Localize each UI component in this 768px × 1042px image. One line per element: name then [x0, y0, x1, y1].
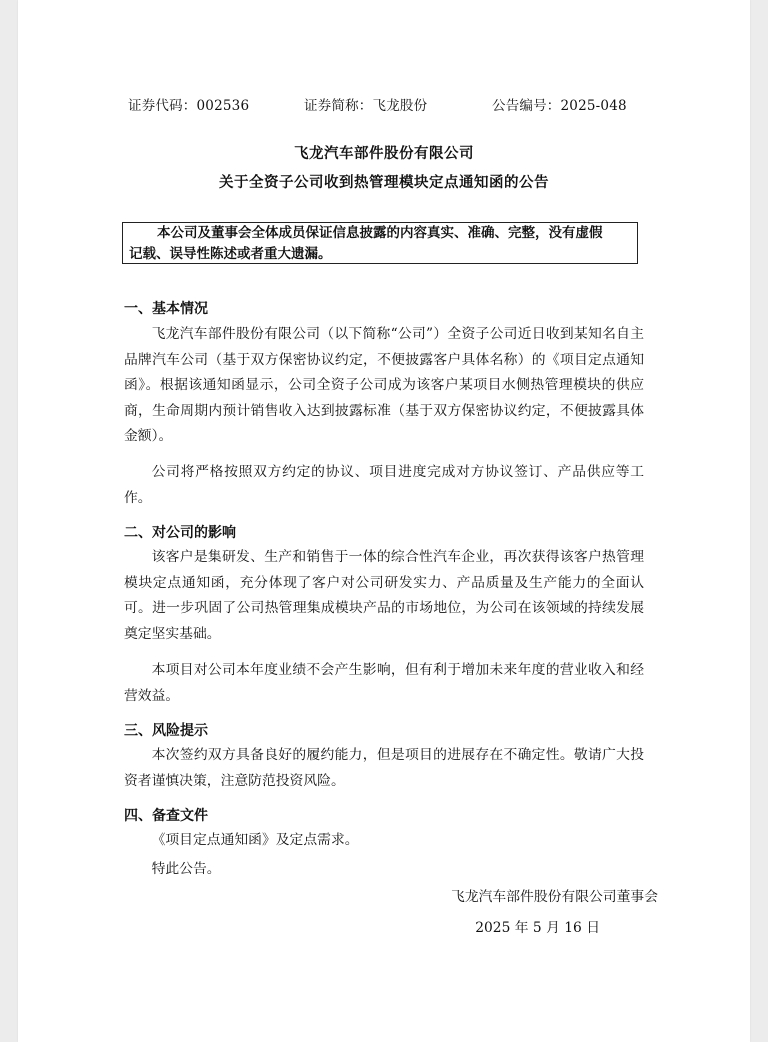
- section-title-impact: 二、对公司的影响: [124, 525, 236, 541]
- security-code: 证券代码：002536: [128, 98, 250, 114]
- disclosure-statement-box: [122, 222, 638, 264]
- announcement-date: 2025 年 5 月 16 日: [475, 920, 600, 936]
- section-title-basic-info: 一、基本情况: [124, 301, 208, 317]
- announcement-title: 关于全资子公司收到热管理模块定点通知函的公告: [219, 174, 549, 191]
- section-2-paragraph-1: 该客户是集研发、生产和销售于一体的综合性汽车企业，再次获得该客户热管理模块定点通知函，充分体现了客户对公司研发实力、产品质量及生产能力的全面认可。进一步巩固了公司热管理集成模块产品的市场地位，为公司在该领域的持续发展奠定坚实基础。: [124, 549, 644, 642]
- signatory-board: 飞龙汽车部件股份有限公司董事会: [451, 889, 658, 905]
- section-2-paragraph-2: 本项目对公司本年度业绩不会产生影响，但有利于增加未来年度的营业收入和经营效益。: [124, 662, 644, 704]
- disclosure-statement-line-1: 本公司及董事会全体成员保证信息披露的内容真实、准确、完整，没有虚假: [157, 225, 603, 241]
- disclosure-statement-line-2: 记载、误导性陈述或者重大遗漏。: [129, 246, 332, 262]
- closing-statement: 特此公告。: [151, 861, 221, 877]
- announcement-number: 公告编号：2025-048: [492, 98, 627, 114]
- section-3-paragraph-1: 本次签约双方具备良好的履约能力，但是项目的进展存在不确定性。敬请广大投资者谨慎决策，注意防范投资风险。: [124, 747, 644, 789]
- company-title: 飞龙汽车部件股份有限公司: [294, 145, 474, 162]
- section-4-paragraph-1: 《项目定点通知函》及定点需求。: [151, 832, 359, 848]
- announcement-header: [128, 94, 640, 114]
- section-1-paragraph-1: 飞龙汽车部件股份有限公司（以下简称“公司”）全资子公司近日收到某知名自主品牌汽车公司（基于双方保密协议约定，不便披露客户具体名称）的《项目定点通知函》。根据该通知函显示，公司全资子公司成为该客户某项目水侧热管理模块的供应商，生命周期内预计销售收入达到披露标准（基于双方保密协议约定，不便披露具体金额）。: [124, 326, 644, 444]
- security-abbreviation: 证券简称：飞龙股份: [304, 98, 428, 114]
- section-title-documents: 四、备查文件: [124, 808, 208, 824]
- section-1-paragraph-2: 公司将严格按照双方约定的协议、项目进度完成对方协议签订、产品供应等工作。: [124, 464, 644, 506]
- document-page: [18, 0, 750, 1042]
- section-title-risk: 三、风险提示: [124, 723, 208, 739]
